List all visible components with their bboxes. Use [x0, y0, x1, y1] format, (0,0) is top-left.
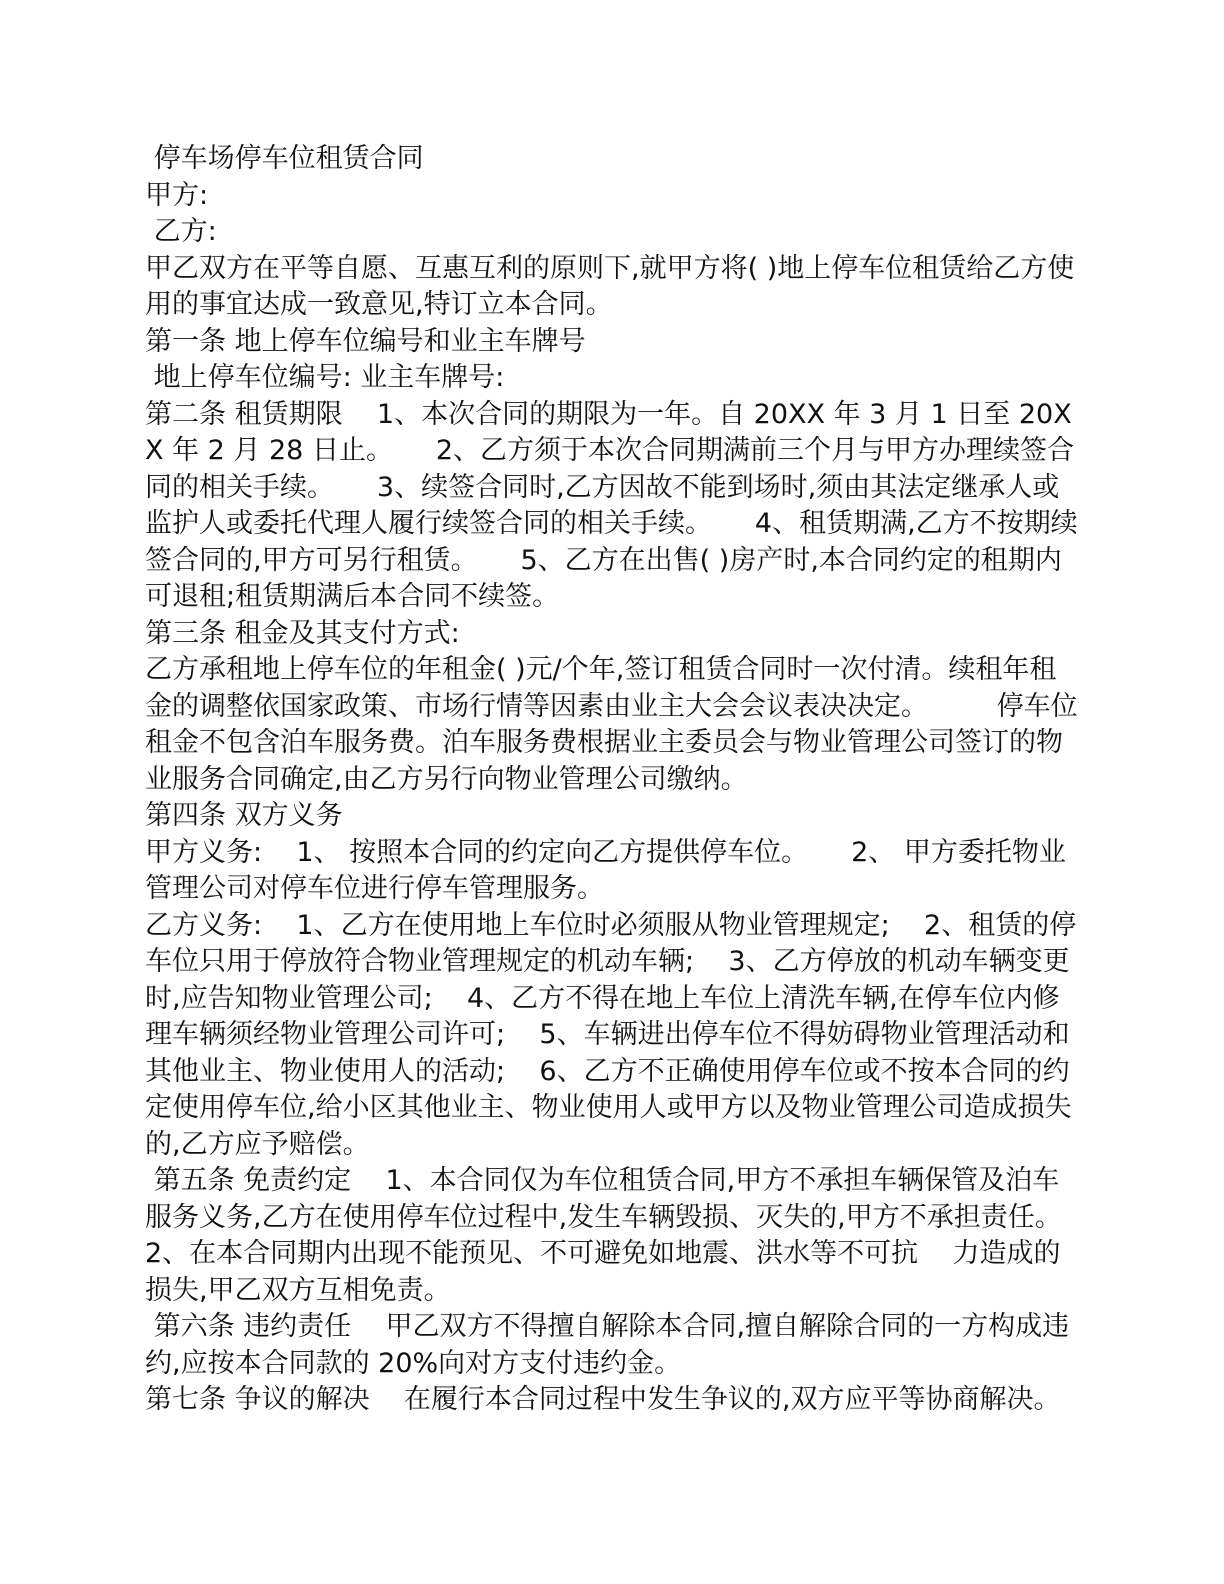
- article-5-paragraph: 第五条 免责约定 1、本合同仅为车位租赁合同,甲方不承担车辆保管及泊车服务义务,乙方在使用停车位过程中,发生车辆毁损、灭失的,甲方不承担责任。 2、在本合同期内出现不能预见、不可避免如地震、洪水等不可抗 力造成的损失,甲乙双方互相免责。: [145, 1165, 1097, 1306]
- article-4-party-b-duties: 乙方义务: 1、乙方在使用地上车位时必须服从物业管理规定; 2、租赁的停车位只用于停放符合物业管理规定的机动车辆; 3、乙方停放的机动车辆变更时,应告知物业管理公司; 4、乙方不得在地上车位上清洗车辆,在停车位内修理车辆须经物业管理公司许可; 5、车辆进出停车位不得妨碍物业管理活动和其他业主、物业使用人的活动; 6、乙方不正确使用停车位或不按本合同的约定使用停车位,给小区其他业主、物业使用人或甲方以及物业管理公司造成损失的,乙方应予赔偿。: [145, 909, 1077, 1160]
- article-3-heading: 第三条 租金及其支付方式:: [145, 617, 460, 649]
- party-b-line: 乙方:: [145, 216, 217, 247]
- article-4-heading: 第四条 双方义务: [145, 800, 343, 831]
- party-a-line: 甲方:: [145, 179, 209, 211]
- article-3-body: 乙方承租地上停车位的年租金( )元/个年,签订租赁合同时一次付清。续租年租金的调整依国家政策、市场行情等因素由业主大会会议表决决定。 停车位租金不包含泊车服务费。泊车服务费根据业主委员会与物业管理公司签订的物业服务合同确定,由乙方另行向物业管理公司缴纳。: [145, 654, 1078, 795]
- document-body: [145, 141, 1097, 1419]
- article-1-heading: 第一条 地上停车位编号和业主车牌号: [145, 325, 586, 357]
- article-7-paragraph: 第七条 争议的解决 在履行本合同过程中发生争议的,双方应平等协商解决。: [145, 1384, 1061, 1415]
- article-2-paragraph: 第二条 租赁期限 1、本次合同的期限为一年。自 20XX 年 3 月 1 日至 20XX 年 2 月 28 日止。 2、乙方须于本次合同期满前三个月与甲方办理续签合同的相关手续。 3、续签合同时,乙方因故不能到场时,须由其法定继承人或监护人或委托代理人履行续签合同的相关手续。 4、租赁期满,乙方不按期续签合同的,甲方可另行租赁。 5、乙方在出售( )房产时,本合同约定的租期内可退租;租赁期满后本合同不续签。: [145, 398, 1078, 612]
- document-title: 停车场停车位租赁合同: [145, 143, 424, 174]
- article-4-party-a-duties: 甲方义务: 1、 按照本合同的约定向乙方提供停车位。 2、 甲方委托物业管理公司对停车位进行停车管理服务。: [145, 836, 1066, 904]
- article-1-body: 地上停车位编号: 业主车牌号:: [145, 362, 505, 393]
- intro-paragraph: 甲乙双方在平等自愿、互惠互利的原则下,就甲方将( )地上停车位租赁给乙方使用的事宜达成一致意见,特订立本合同。: [145, 252, 1075, 320]
- article-6-paragraph: 第六条 违约责任 甲乙双方不得擅自解除本合同,擅自解除合同的一方构成违约,应按本合同款的 20%向对方支付违约金。: [145, 1311, 1070, 1379]
